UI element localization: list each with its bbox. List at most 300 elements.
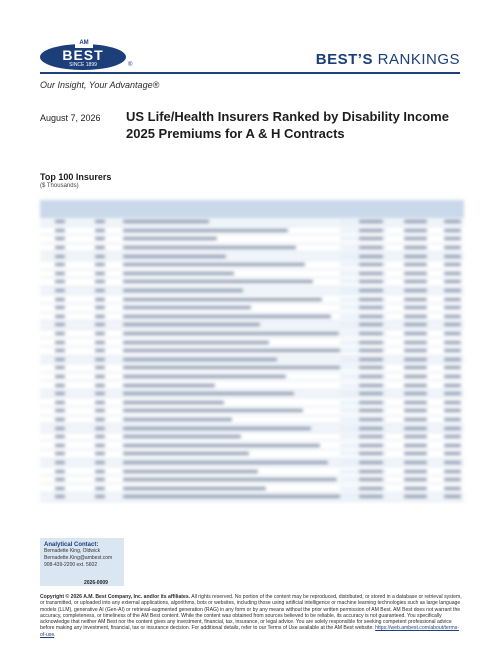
blurred-text-bar <box>55 349 65 352</box>
table-cell <box>430 435 464 438</box>
copyright-end: . <box>54 631 56 638</box>
table-cell <box>340 237 386 240</box>
table-cell <box>120 263 340 266</box>
table-row <box>40 270 464 279</box>
blurred-text-bar <box>95 495 105 498</box>
table-cell <box>386 306 430 309</box>
table-cell <box>120 298 340 301</box>
table-cell <box>120 229 340 232</box>
blurred-text-bar <box>55 470 65 473</box>
table-cell <box>430 289 464 292</box>
blurred-text-bar <box>359 263 383 266</box>
blurred-text-bar <box>444 306 461 309</box>
table-cell <box>386 323 430 326</box>
blurred-text-bar <box>444 418 461 421</box>
table-row <box>40 484 464 493</box>
table-cell <box>80 478 120 481</box>
blurred-text-bar <box>444 358 461 361</box>
blurred-text-bar <box>95 289 105 292</box>
table-cell <box>340 470 386 473</box>
table-cell <box>386 237 430 240</box>
blurred-text-bar <box>95 487 105 490</box>
blurred-text-bar <box>359 495 383 498</box>
table-cell <box>340 401 386 404</box>
blurred-text-bar <box>55 263 65 266</box>
table-cell <box>120 444 340 447</box>
table-cell <box>430 358 464 361</box>
table-cell <box>340 478 386 481</box>
table-cell <box>340 495 386 498</box>
table-cell <box>430 384 464 387</box>
table-cell <box>386 358 430 361</box>
table-cell <box>120 332 340 335</box>
table-row <box>40 338 464 347</box>
blurred-text-bar <box>359 487 383 490</box>
blurred-text-bar <box>55 246 65 249</box>
blurred-text-bar <box>55 366 65 369</box>
blurred-text-bar <box>359 272 383 275</box>
blurred-text-bar <box>359 237 383 240</box>
table-cell <box>340 315 386 318</box>
table-cell <box>40 220 80 223</box>
blurred-text-bar <box>123 332 339 335</box>
table-cell <box>430 306 464 309</box>
table-cell <box>80 375 120 378</box>
table-cell <box>386 263 430 266</box>
blurred-text-bar <box>359 358 383 361</box>
blurred-text-bar <box>359 280 383 283</box>
blurred-text-bar <box>123 375 286 378</box>
blurred-text-bar <box>359 306 383 309</box>
table-cell <box>80 349 120 352</box>
brand-bold-text: BEST’S <box>315 51 373 68</box>
blurred-text-bar <box>404 435 427 438</box>
table-cell <box>430 444 464 447</box>
report-date: August 7, 2026 <box>40 113 101 123</box>
table-row <box>40 424 464 433</box>
table-cell <box>340 358 386 361</box>
table-cell <box>340 427 386 430</box>
blurred-text-bar <box>404 409 427 412</box>
blurred-text-bar <box>123 392 294 395</box>
blurred-text-bar <box>444 461 461 464</box>
blurred-text-bar <box>404 401 427 404</box>
blurred-text-bar <box>404 263 427 266</box>
table-cell <box>340 332 386 335</box>
table-cell <box>80 384 120 387</box>
blurred-text-bar <box>404 220 427 223</box>
table-cell <box>40 280 80 283</box>
table-row <box>40 235 464 244</box>
blurred-text-bar <box>444 366 461 369</box>
table-cell <box>120 461 340 464</box>
blurred-text-bar <box>444 478 461 481</box>
table-row <box>40 476 464 485</box>
blurred-text-bar <box>123 349 340 352</box>
blurred-text-bar <box>95 255 105 258</box>
table-cell <box>340 384 386 387</box>
table-cell <box>40 332 80 335</box>
table-cell <box>120 220 340 223</box>
blurred-text-bar <box>359 478 383 481</box>
table-row <box>40 304 464 313</box>
blurred-text-bar <box>123 444 320 447</box>
blurred-text-bar <box>95 358 105 361</box>
table-cell <box>40 341 80 344</box>
blurred-text-bar <box>123 427 311 430</box>
blurred-text-bar <box>95 341 105 344</box>
table-cell <box>120 487 340 490</box>
blurred-text-bar <box>55 401 65 404</box>
blurred-text-bar <box>359 315 383 318</box>
blurred-text-bar <box>55 384 65 387</box>
table-row <box>40 313 464 322</box>
table-cell <box>40 401 80 404</box>
table-body <box>40 218 464 505</box>
blurred-text-bar <box>404 315 427 318</box>
blurred-text-bar <box>95 306 105 309</box>
table-cell <box>340 487 386 490</box>
table-cell <box>340 298 386 301</box>
blurred-text-bar <box>404 470 427 473</box>
table-cell <box>120 435 340 438</box>
table-cell <box>80 495 120 498</box>
table-row <box>40 278 464 287</box>
report-title-line-2: 2025 Premiums for A & H Contracts <box>126 126 345 141</box>
blurred-text-bar <box>359 298 383 301</box>
blurred-text-bar <box>444 272 461 275</box>
blurred-text-bar <box>95 263 105 266</box>
blurred-text-bar <box>55 280 65 283</box>
table-cell <box>40 375 80 378</box>
am-best-logo[interactable] <box>40 40 133 72</box>
blurred-text-bar <box>95 375 105 378</box>
blurred-text-bar <box>95 315 105 318</box>
contact-phone: 908-439-2200 ext. 5602 <box>44 562 98 568</box>
blurred-text-bar <box>359 366 383 369</box>
blurred-text-bar <box>444 452 461 455</box>
table-cell <box>430 418 464 421</box>
table-cell <box>430 349 464 352</box>
table-cell <box>386 315 430 318</box>
blurred-text-bar <box>359 470 383 473</box>
table-cell <box>40 358 80 361</box>
copyright-bold: Copyright © 2026 A.M. Best Company, Inc. and/or its affiliates. <box>40 594 191 600</box>
table-cell <box>340 409 386 412</box>
blurred-text-bar <box>95 478 105 481</box>
blurred-text-bar <box>404 237 427 240</box>
table-row <box>40 295 464 304</box>
table-cell <box>80 435 120 438</box>
blurred-text-bar <box>55 341 65 344</box>
blurred-text-bar <box>359 229 383 232</box>
table-cell <box>120 280 340 283</box>
table-cell <box>120 384 340 387</box>
table-cell <box>386 341 430 344</box>
blurred-text-bar <box>95 280 105 283</box>
table-cell <box>120 427 340 430</box>
table-cell <box>80 289 120 292</box>
blurred-text-bar <box>55 375 65 378</box>
blurred-text-bar <box>444 427 461 430</box>
table-cell <box>430 375 464 378</box>
blurred-text-bar <box>444 435 461 438</box>
table-row <box>40 450 464 459</box>
blurred-text-bar <box>123 358 277 361</box>
table-cell <box>340 435 386 438</box>
table-cell <box>430 366 464 369</box>
logo-since-text: SINCE 1899 <box>69 62 97 68</box>
table-cell <box>386 392 430 395</box>
table-cell <box>386 401 430 404</box>
table-cell <box>386 418 430 421</box>
blurred-text-bar <box>95 392 105 395</box>
table-cell <box>40 289 80 292</box>
table-cell <box>386 349 430 352</box>
blurred-rankings-table <box>40 200 464 505</box>
blurred-text-bar <box>404 298 427 301</box>
logo-registered-mark: ® <box>128 62 133 68</box>
blurred-text-bar <box>55 323 65 326</box>
table-cell <box>80 255 120 258</box>
table-row <box>40 252 464 261</box>
blurred-text-bar <box>359 392 383 395</box>
table-row <box>40 330 464 339</box>
table-cell <box>80 358 120 361</box>
blurred-text-bar <box>444 280 461 283</box>
blurred-text-bar <box>95 409 105 412</box>
table-cell <box>80 401 120 404</box>
table-cell <box>430 495 464 498</box>
blurred-text-bar <box>95 427 105 430</box>
table-cell <box>430 332 464 335</box>
blurred-text-bar <box>55 358 65 361</box>
blurred-text-bar <box>359 401 383 404</box>
table-row <box>40 287 464 296</box>
table-cell <box>120 323 340 326</box>
table-row <box>40 407 464 416</box>
table-cell <box>430 237 464 240</box>
table-cell <box>120 418 340 421</box>
blurred-text-bar <box>444 487 461 490</box>
blurred-text-bar <box>123 495 340 498</box>
blurred-text-bar <box>444 384 461 387</box>
blurred-text-bar <box>95 366 105 369</box>
blurred-text-bar <box>444 220 461 223</box>
blurred-text-bar <box>55 409 65 412</box>
table-cell <box>40 349 80 352</box>
table-cell <box>80 306 120 309</box>
table-cell <box>430 427 464 430</box>
table-row <box>40 261 464 270</box>
table-cell <box>80 341 120 344</box>
blurred-text-bar <box>95 384 105 387</box>
blurred-text-bar <box>95 272 105 275</box>
table-cell <box>120 289 340 292</box>
table-cell <box>340 452 386 455</box>
table-cell <box>80 272 120 275</box>
blurred-text-bar <box>359 246 383 249</box>
table-cell <box>386 332 430 335</box>
table-row <box>40 321 464 330</box>
blurred-text-bar <box>444 341 461 344</box>
blurred-text-bar <box>359 435 383 438</box>
terms-of-use-link[interactable]: https://web.ambest.com/about/terms-of-use <box>40 625 459 638</box>
table-cell <box>120 358 340 361</box>
table-cell <box>340 444 386 447</box>
table-cell <box>40 272 80 275</box>
table-cell <box>40 384 80 387</box>
table-cell <box>120 349 340 352</box>
blurred-text-bar <box>55 461 65 464</box>
blurred-text-bar <box>404 375 427 378</box>
table-cell <box>386 220 430 223</box>
document-number: 2026-0009 <box>84 580 108 586</box>
table-cell <box>386 435 430 438</box>
blurred-text-bar <box>55 392 65 395</box>
blurred-text-bar <box>404 461 427 464</box>
blurred-text-bar <box>404 478 427 481</box>
blurred-text-bar <box>404 341 427 344</box>
blurred-text-bar <box>55 229 65 232</box>
blurred-text-bar <box>123 384 215 387</box>
table-cell <box>120 409 340 412</box>
blurred-text-bar <box>123 409 303 412</box>
blurred-text-bar <box>444 237 461 240</box>
contact-name: Bernadette King, Oldwick <box>44 548 101 554</box>
table-cell <box>386 272 430 275</box>
blurred-text-bar <box>444 323 461 326</box>
blurred-text-bar <box>123 418 232 421</box>
blurred-text-bar <box>359 341 383 344</box>
table-row <box>40 381 464 390</box>
table-cell <box>80 461 120 464</box>
blurred-text-bar <box>123 246 296 249</box>
blurred-text-bar <box>123 478 337 481</box>
table-cell <box>40 298 80 301</box>
table-cell <box>80 298 120 301</box>
section-title: Top 100 Insurers <box>40 172 112 182</box>
blurred-text-bar <box>123 452 249 455</box>
table-cell <box>40 366 80 369</box>
table-row <box>40 467 464 476</box>
table-cell <box>80 229 120 232</box>
table-cell <box>120 306 340 309</box>
table-cell <box>340 289 386 292</box>
table-cell <box>430 315 464 318</box>
table-cell <box>40 444 80 447</box>
table-cell <box>120 366 340 369</box>
blurred-text-bar <box>359 220 383 223</box>
table-cell <box>386 444 430 447</box>
table-cell <box>80 444 120 447</box>
blurred-text-bar <box>123 289 243 292</box>
blurred-text-bar <box>123 470 258 473</box>
blurred-text-bar <box>444 470 461 473</box>
table-cell <box>430 452 464 455</box>
contact-email[interactable]: Bernadette.King@ambest.com <box>44 555 113 561</box>
copyright-notice <box>40 594 464 638</box>
table-cell <box>80 392 120 395</box>
blurred-text-bar <box>123 255 226 258</box>
table-cell <box>120 401 340 404</box>
blurred-text-bar <box>359 452 383 455</box>
blurred-text-bar <box>444 289 461 292</box>
blurred-text-bar <box>123 315 331 318</box>
table-cell <box>40 263 80 266</box>
table-cell <box>40 478 80 481</box>
table-cell <box>80 220 120 223</box>
table-row <box>40 390 464 399</box>
table-cell <box>430 478 464 481</box>
table-cell <box>386 229 430 232</box>
table-cell <box>386 280 430 283</box>
blurred-text-bar <box>95 298 105 301</box>
table-cell <box>40 461 80 464</box>
blurred-text-bar <box>55 237 65 240</box>
table-cell <box>430 341 464 344</box>
blurred-text-bar <box>123 306 251 309</box>
table-row <box>40 373 464 382</box>
section-subtitle: ($ Thousands) <box>40 183 79 189</box>
blurred-text-bar <box>404 272 427 275</box>
table-row <box>40 398 464 407</box>
blurred-text-bar <box>404 366 427 369</box>
page-header <box>0 0 500 90</box>
blurred-text-bar <box>404 229 427 232</box>
blurred-text-bar <box>404 289 427 292</box>
table-cell <box>80 409 120 412</box>
blurred-text-bar <box>123 323 260 326</box>
blurred-text-bar <box>55 427 65 430</box>
blurred-text-bar <box>444 255 461 258</box>
table-cell <box>40 427 80 430</box>
table-cell <box>430 323 464 326</box>
table-cell <box>430 409 464 412</box>
blurred-text-bar <box>444 375 461 378</box>
table-cell <box>386 452 430 455</box>
blurred-text-bar <box>55 435 65 438</box>
table-cell <box>40 452 80 455</box>
table-cell <box>430 487 464 490</box>
blurred-text-bar <box>444 298 461 301</box>
table-cell <box>40 392 80 395</box>
blurred-text-bar <box>95 401 105 404</box>
report-title <box>126 108 466 142</box>
table-cell <box>40 409 80 412</box>
blurred-text-bar <box>55 444 65 447</box>
blurred-text-bar <box>359 418 383 421</box>
table-cell <box>40 255 80 258</box>
blurred-text-bar <box>95 470 105 473</box>
table-row <box>40 416 464 425</box>
blurred-text-bar <box>95 246 105 249</box>
table-cell <box>40 246 80 249</box>
blurred-text-bar <box>95 229 105 232</box>
blurred-text-bar <box>95 461 105 464</box>
blurred-text-bar <box>95 323 105 326</box>
blurred-text-bar <box>95 220 105 223</box>
table-cell <box>430 461 464 464</box>
table-cell <box>386 487 430 490</box>
table-cell <box>80 246 120 249</box>
blurred-text-bar <box>55 220 65 223</box>
table-cell <box>386 384 430 387</box>
table-cell <box>120 375 340 378</box>
table-cell <box>430 298 464 301</box>
table-cell <box>430 229 464 232</box>
table-cell <box>40 306 80 309</box>
